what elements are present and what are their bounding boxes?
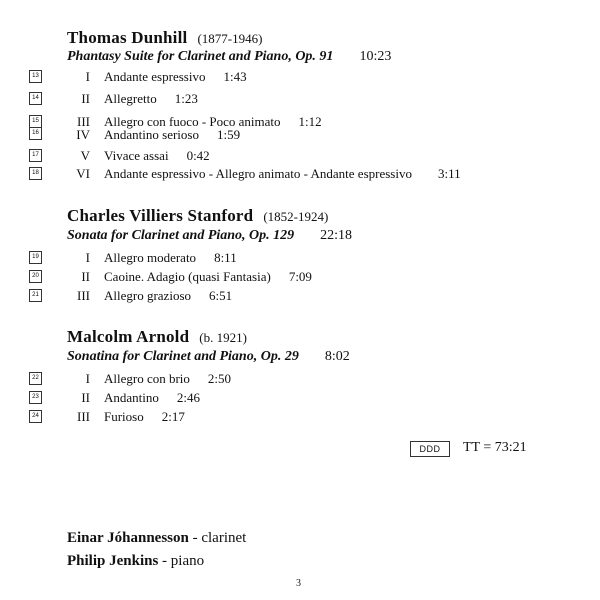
track-number: 15 [29,115,42,128]
track-number: 21 [29,289,42,302]
movement-title: Furioso [104,409,144,424]
movement-duration: 8:11 [214,250,237,265]
track-number: 19 [29,251,42,264]
movement-number: V [80,148,90,163]
composer-heading [67,206,328,226]
movement-duration: 3:11 [437,166,461,181]
movement-number: I [85,250,90,265]
work-title: Phantasy Suite for Clarinet and Piano, Op. 91 [67,49,334,64]
work-title-line [67,228,352,244]
movement-number: II [81,269,90,284]
composer-heading [67,327,247,347]
movement-duration: 0:42 [186,148,210,163]
movement-number: I [85,69,90,84]
movement-title: Vivace assai [104,148,169,163]
movement-line [104,166,461,182]
movement-title: Andantino serioso [104,127,199,142]
movement-title: Allegro grazioso [104,288,192,303]
movement-duration: 1:59 [216,127,241,142]
movement-title: Allegro con fuoco - Poco animato [104,114,281,129]
performer-line [67,553,204,570]
composer-name: Malcolm Arnold [67,327,190,346]
movement-line [104,288,232,304]
track-number: 16 [29,127,42,140]
movement-line [104,390,200,406]
composer-heading [67,28,262,48]
performer-role: - clarinet [192,530,247,546]
ddd-badge: DDD [410,441,450,457]
movement-line [104,250,237,266]
movement-title: Andante espressivo [104,69,206,84]
movement-line [104,269,312,285]
movement-duration: 2:50 [207,371,232,386]
track-number: 23 [29,391,42,404]
movement-line [104,127,240,143]
work-duration: 8:02 [324,349,350,364]
movement-number: I [85,371,90,386]
composer-name: Thomas Dunhill [67,28,188,47]
work-duration: 22:18 [320,228,353,243]
movement-duration: 2:17 [161,409,185,424]
movement-title: Andante espressivo - Allegro animato - Andante espressivo [104,166,412,181]
movement-title: Caoine. Adagio (quasi Fantasia) [104,269,271,284]
movement-title: Allegretto [104,91,157,106]
movement-title: Andantino [104,390,159,405]
track-number: 18 [29,167,42,180]
movement-number: III [77,288,90,303]
performer-role: - piano [162,553,205,569]
movement-duration: 1:12 [298,114,322,129]
track-number: 20 [29,270,42,283]
movement-duration: 6:51 [209,288,233,303]
movement-duration: 1:23 [174,91,198,106]
track-number: 22 [29,372,42,385]
work-title: Sonata for Clarinet and Piano, Op. 129 [67,228,295,243]
work-duration: 10:23 [359,49,392,64]
performer-line [67,530,246,547]
track-number: 24 [29,410,42,423]
movement-line [104,91,198,107]
movement-duration: 7:09 [288,269,312,284]
movement-line [104,148,210,164]
movement-line [104,371,231,387]
work-title-line [67,349,350,365]
movement-duration: 2:46 [176,390,201,405]
page-number: 3 [296,578,301,589]
track-number: 13 [29,70,42,83]
track-number: 14 [29,92,42,105]
performer-name: Philip Jenkins [67,553,159,569]
total-time: TT = 73:21 [463,440,527,455]
composer-name: Charles Villiers Stanford [67,206,254,225]
composer-dates: (1852-1924) [263,209,329,224]
movement-duration: 1:43 [223,69,247,84]
composer-dates: (1877-1946) [197,31,263,46]
work-title: Sonatina for Clarinet and Piano, Op. 29 [67,349,299,364]
movement-number: III [77,409,90,424]
track-number: 17 [29,149,42,162]
movement-title: Allegro moderato [104,250,197,265]
movement-number: II [81,390,90,405]
movement-title: Allegro con brio [104,371,190,386]
movement-number: IV [76,127,90,142]
movement-number: II [81,91,90,106]
movement-number: VI [76,166,90,181]
movement-line [104,69,247,85]
movement-line [104,409,185,425]
performer-name: Einar Jóhannesson [67,530,189,546]
work-title-line [67,49,391,65]
composer-dates: (b. 1921) [199,330,247,345]
movement-number: III [77,114,90,129]
